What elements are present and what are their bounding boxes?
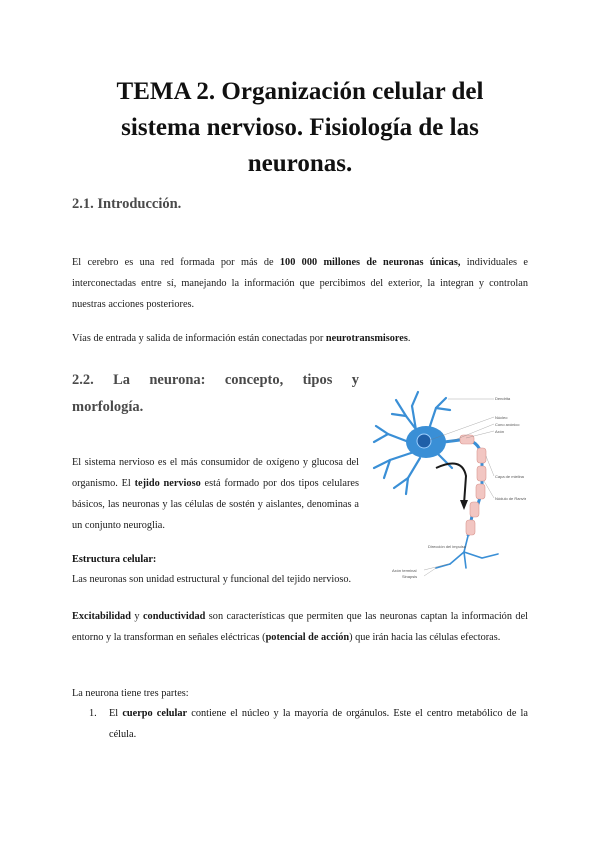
impulse-arrowhead — [460, 500, 468, 510]
label-dendrite: Dendrita — [495, 396, 511, 401]
structure-paragraph: Las neuronas son unidad estructural y funcional del tejido nervioso. — [72, 574, 352, 585]
label-axon-terminal: Axón terminal — [392, 568, 417, 573]
title-line-1: TEMA 2. Organización celular del — [116, 78, 484, 105]
intro-emphasis: 100 000 millones de neuronas únicas, — [279, 257, 461, 268]
label-nucleus: Núcleo — [495, 415, 508, 420]
nucleus — [417, 434, 431, 448]
section-heading-neuron: 2.2. La neurona: concepto, tipos y — [72, 372, 359, 388]
label-axon: Axón — [495, 429, 505, 434]
section-heading-intro: 2.1. Introducción. — [72, 196, 182, 212]
label-synapse: Sinapsis — [402, 574, 418, 579]
list-item: El cuerpo celular contiene el núcleo y la mayoría de orgánulos. Este el centro metabólico de la célula. — [109, 708, 528, 740]
label-axon-hillock: Cono axónico — [495, 422, 520, 427]
neurotransmitters-term: neurotransmisores — [325, 333, 408, 344]
myelin-sheath — [460, 435, 486, 535]
excitability-paragraph: Excitabilidad y conductividad son características que permiten que las neuronas captan la información del entorno y la transforman en señales eléctricas (potencial de acción) que irán hacia las células efectoras. — [72, 611, 529, 643]
title-line-3: neuronas. — [247, 150, 353, 177]
label-impulse-direction: Dirección del impulso — [428, 544, 467, 549]
nervous-system-paragraph: El sistema nervioso es el más consumidor de oxígeno y glucosa del organismo. El tejido nervioso está formado por dos tipos celulares básicos, las neuronas y las células de sostén y aislantes, denominas a un conjunto neuroglia. — [72, 457, 359, 531]
label-myelin: Capa de mielina — [495, 474, 524, 479]
three-parts-paragraph: La neurona tiene tres partes: — [72, 688, 189, 699]
subheading-cell-structure: Estructura celular: — [72, 554, 157, 565]
neurotransmitters-paragraph: Vías de entrada y salida de información están conectadas por neurotransmisores. — [72, 333, 411, 344]
impulse-arrow — [436, 464, 466, 505]
nervous-tissue-term: tejido nervioso — [134, 478, 201, 489]
neuron-diagram — [366, 386, 526, 586]
neuron-svg — [366, 386, 526, 586]
section-heading-neuron-line2: morfología. — [72, 399, 144, 415]
label-node: Nódulo de Ranvier — [495, 496, 526, 501]
axon-terminals — [436, 536, 498, 568]
title-line-2: sistema nervioso. Fisiología de las — [121, 114, 479, 141]
page-title — [60, 74, 540, 182]
cell-body-term: cuerpo celular — [122, 708, 188, 719]
intro-paragraph: El cerebro es una red formada por más de 100 000 millones de neuronas únicas, individuales e interconectadas entre sí, manejando la información que percibimos del exterior, la integran y controlan nuestras acciones posteriores. — [72, 257, 528, 310]
list-item-number: 1. — [89, 708, 97, 719]
